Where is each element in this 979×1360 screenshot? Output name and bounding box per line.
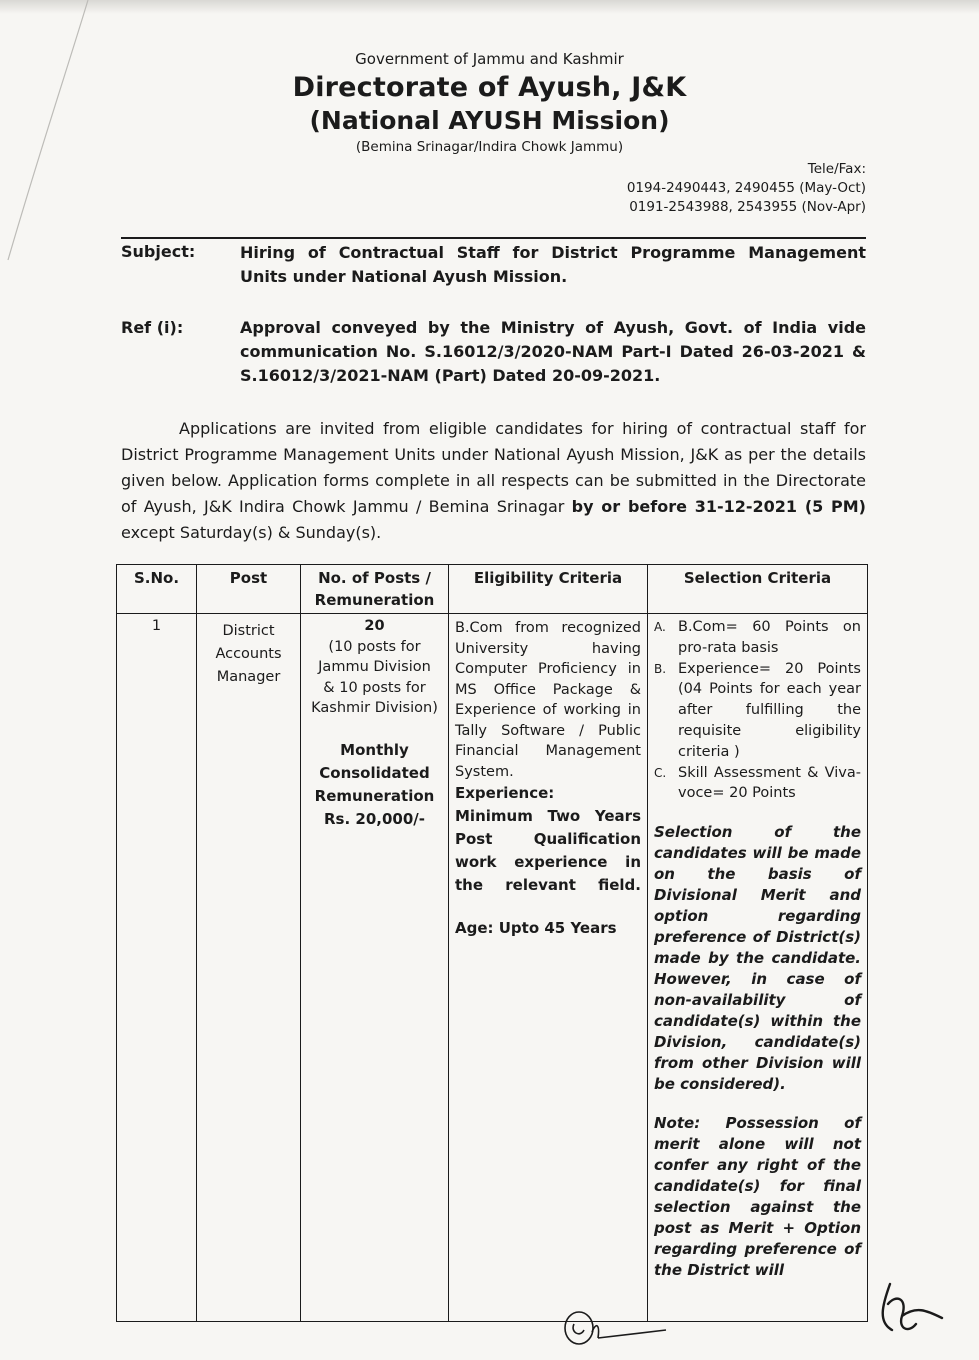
initials-signature (556, 1302, 676, 1360)
merit-note: Note: Possession of merit alone will not confer any right of the candidate(s) for final selection against the post as Merit + Option regarding preference of the District will (654, 1114, 861, 1280)
experience-label: Experience: (455, 784, 555, 802)
table-row (117, 614, 868, 1322)
intro-paragraph (121, 416, 866, 546)
directorate-title: Directorate of Ayush, J&K (292, 72, 687, 103)
criteria-marker: A. (654, 620, 666, 634)
reference-text: Approval conveyed by the Ministry of Ayush, Govt. of India vide communication No. S.16012/3/2020-NAM Part-I Dated 26-03-2021 & S.16012/3/2021-NAM (Part) Dated 20-09-2021. (240, 318, 866, 385)
header-sno: S.No. (117, 565, 197, 614)
header-post: Post (197, 565, 301, 614)
selection-note: Selection of the candidates will be made on the basis of Divisional Merit and option regarding preference of District(s) made by the candidate. However, in case of non-availability of candidate(s) within the Division, candidate(s) from other Division will be considered). (654, 823, 861, 1094)
header-eligibility: Eligibility Criteria (449, 565, 648, 614)
post-line: District (222, 623, 275, 639)
contact-label: Tele/Fax: (807, 161, 866, 177)
posts-line: Jammu Division (318, 659, 431, 675)
address-line: (Bemina Srinagar/Indira Chowk Jammu) (355, 139, 624, 155)
criteria-item (654, 659, 861, 763)
header-selection: Selection Criteria (648, 565, 868, 614)
post-line: Accounts (215, 646, 282, 662)
criteria-item (654, 617, 861, 659)
government-line: Government of Jammu and Kashmir (355, 50, 624, 68)
vacancy-table (116, 564, 868, 1322)
header-rule (121, 237, 866, 239)
post-line: Manager (216, 669, 281, 685)
criteria-marker: C. (654, 765, 667, 780)
eligibility-text: B.Com from recognized University having Computer Proficiency in MS Office Package & Experience of working in Tally Software / Public Financial Management System. (455, 620, 641, 780)
subject-text: Hiring of Contractual Staff for District Programme Management Units under National Ayush Mission. (240, 243, 866, 286)
cell-eligibility (449, 614, 648, 1322)
cell-sno: 1 (117, 614, 197, 1322)
posts-line: (10 posts for (328, 638, 421, 655)
contact-line-1: 0194-2490443, 2490455 (May-Oct) (626, 180, 866, 196)
posts-line: & 10 posts for (323, 679, 426, 696)
criteria-text: Skill Assessment & Viva-voce= 20 Points (678, 764, 861, 802)
header-posts: No. of Posts / Remuneration (301, 565, 449, 614)
cell-posts (301, 614, 449, 1322)
cell-selection (648, 614, 868, 1322)
posts-count: 20 (364, 618, 385, 634)
intro-deadline: by or before 31-12-2021 (5 PM) (571, 497, 866, 516)
reference-label: Ref (i): (121, 318, 184, 337)
mission-title: (National AYUSH Mission) (309, 106, 670, 135)
contact-block (627, 160, 866, 217)
intro-tail: except Saturday(s) & Sunday(s). (121, 523, 382, 542)
age-requirement: Age: Upto 45 Years (455, 919, 617, 937)
intro-text: Applications are invited from eligible candidates for hiring of contractual staff for District Programme Management Units under National Ayush Mission, J&K as per the details given below. Application forms complete in all respects can be submitted in the Directorate of Ayush, J&K Indira Chowk Jammu / Bemina Srinagar (121, 419, 866, 516)
contact-line-2: 0191-2543988, 2543955 (Nov-Apr) (629, 199, 866, 215)
remuneration-line: Rs. 20,000/- (324, 809, 425, 828)
remuneration-line: Monthly (340, 740, 409, 759)
criteria-marker: B. (654, 661, 667, 676)
criteria-text: Experience= 20 Points (04 Points for each year after fulfilling the requisite eligibility criteria ) (678, 660, 861, 760)
remuneration-line: Consolidated (319, 763, 430, 782)
remuneration-line: Remuneration (314, 786, 435, 805)
table-header-row (117, 565, 868, 614)
subject-label: Subject: (121, 242, 196, 261)
cell-post (197, 614, 301, 1322)
criteria-item (654, 763, 861, 805)
posts-line: Kashmir Division) (311, 700, 438, 716)
margin-signature (872, 1276, 952, 1346)
experience-text: Minimum Two Years Post Qualification work experience in the relevant field. (455, 807, 641, 894)
criteria-text: B.Com= 60 Points on pro-rata basis (678, 619, 861, 656)
